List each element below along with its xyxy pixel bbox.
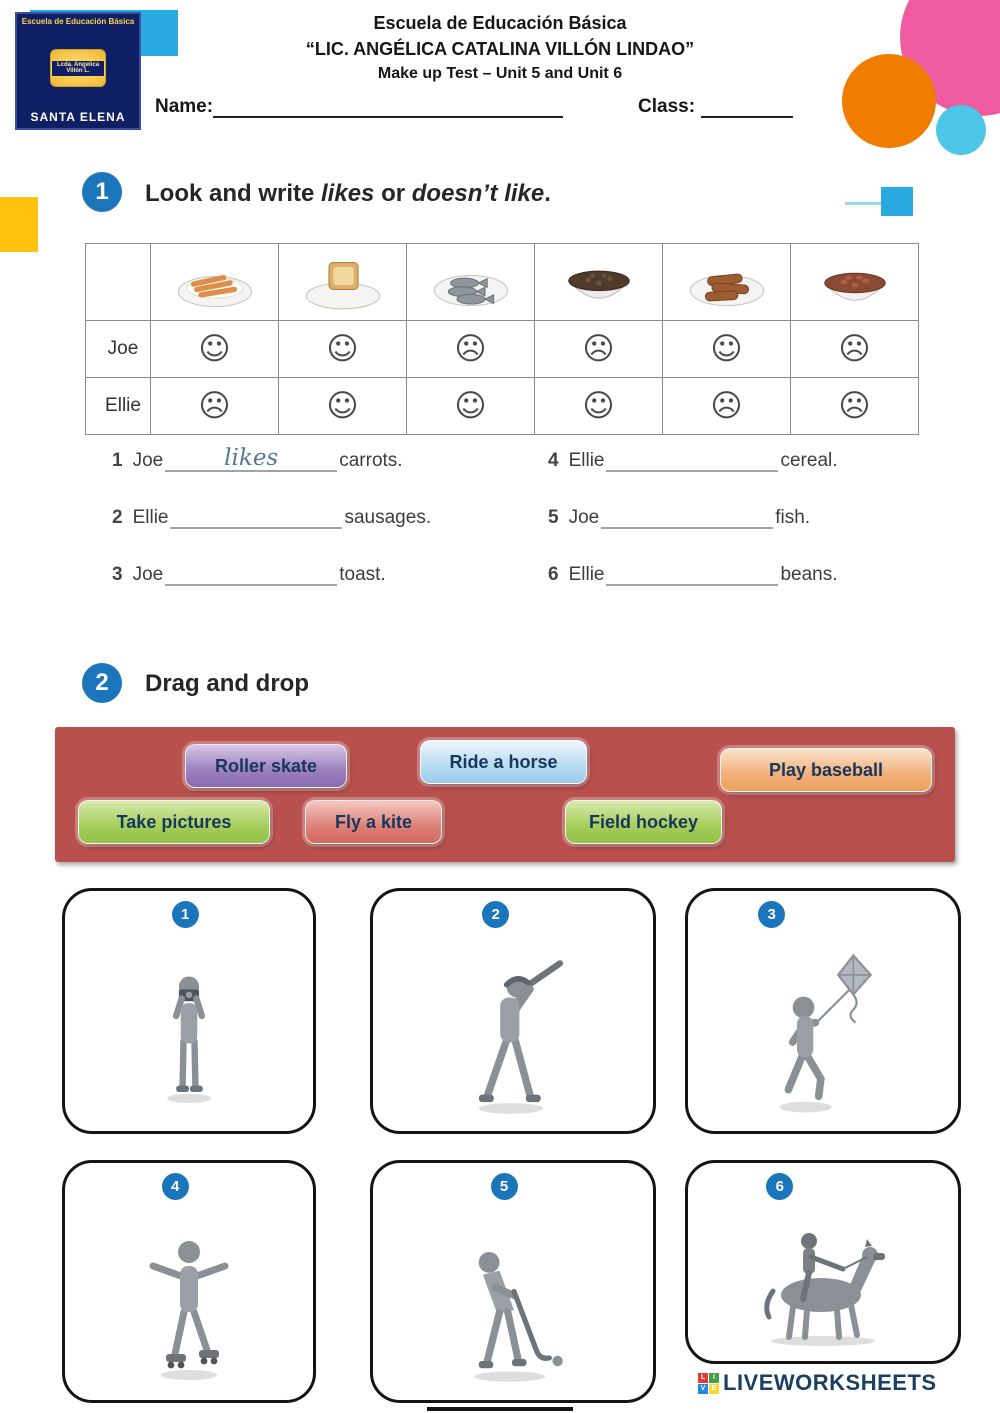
sentence-number: 5 bbox=[548, 507, 559, 528]
liveworksheets-logo[interactable] bbox=[698, 1370, 937, 1396]
ride-a-horse-image bbox=[723, 1217, 923, 1347]
sad-face-icon: ☹ bbox=[838, 387, 871, 424]
drop-box-1[interactable] bbox=[62, 888, 316, 1134]
roller-skate-image bbox=[129, 1228, 249, 1386]
row-label-ellie: Ellie bbox=[86, 378, 151, 435]
food-fish-cell bbox=[407, 244, 535, 321]
class-label: Class: bbox=[638, 96, 696, 117]
section1-title-doesnt-like: doesn’t like bbox=[411, 180, 545, 207]
school-title-line: “LIC. ANGÉLICA CATALINA VILLÓN LINDAO” bbox=[305, 39, 695, 60]
sentence-object: toast. bbox=[339, 564, 386, 585]
drop-box-2[interactable] bbox=[370, 888, 656, 1134]
draggable-label: Roller skate bbox=[214, 755, 318, 776]
class-input-line[interactable] bbox=[701, 96, 793, 118]
draggable-fly-a-kite[interactable] bbox=[305, 800, 442, 844]
draggable-ride-a-horse[interactable] bbox=[420, 740, 587, 784]
joe-pref-carrots bbox=[151, 321, 279, 378]
answer-blank-2[interactable] bbox=[170, 503, 342, 529]
answer-blank-5[interactable] bbox=[601, 503, 773, 529]
liveworksheets-tiles-icon bbox=[698, 1373, 719, 1394]
sentence-3 bbox=[112, 560, 431, 586]
sentence-number: 2 bbox=[112, 507, 123, 528]
sentence-object: sausages. bbox=[344, 507, 432, 528]
ellie-pref-sausages bbox=[663, 378, 791, 435]
draggable-label: Field hockey bbox=[588, 811, 699, 832]
name-field-group bbox=[155, 96, 563, 118]
fish-image bbox=[427, 255, 515, 311]
food-sausages-cell bbox=[663, 244, 791, 321]
joe-pref-fish bbox=[407, 321, 535, 378]
sentence-column-left bbox=[112, 446, 431, 617]
draggable-field-hockey[interactable] bbox=[565, 800, 722, 844]
food-cereal-cell bbox=[535, 244, 663, 321]
sad-face-icon: ☹ bbox=[198, 387, 231, 424]
section1-title-likes: likes bbox=[321, 180, 375, 207]
sentence-2 bbox=[112, 503, 431, 529]
sentence-object: carrots. bbox=[339, 450, 403, 471]
happy-face-icon: ☺ bbox=[582, 387, 615, 424]
joe-pref-sausages bbox=[663, 321, 791, 378]
section1-title-or: or bbox=[374, 180, 412, 207]
tile-letter: V bbox=[698, 1384, 708, 1394]
happy-face-icon: ☺ bbox=[326, 330, 359, 367]
section2-title: Drag and drop bbox=[145, 670, 310, 697]
carrots-image bbox=[171, 255, 259, 311]
logo-plaque-text: Lcda. Angelica Villón L. bbox=[51, 60, 105, 78]
tile-letter: E bbox=[709, 1384, 719, 1394]
corner-cell bbox=[86, 244, 151, 321]
draggable-label: Ride a horse bbox=[449, 751, 558, 772]
answer-blank-1[interactable] bbox=[165, 446, 337, 472]
answer-blank-4[interactable] bbox=[606, 446, 778, 472]
tile-letter: I bbox=[709, 1373, 719, 1383]
joe-pref-beans bbox=[791, 321, 919, 378]
cereal-image bbox=[555, 255, 643, 311]
beans-image bbox=[811, 255, 899, 311]
sentence-subject: Joe bbox=[132, 450, 164, 471]
sentence-subject: Joe bbox=[568, 507, 600, 528]
happy-face-icon: ☺ bbox=[454, 387, 487, 424]
draggable-words-banner bbox=[55, 727, 955, 862]
food-preference-table bbox=[85, 243, 919, 435]
joe-pref-toast bbox=[279, 321, 407, 378]
ellie-pref-fish bbox=[407, 378, 535, 435]
drop-box-5[interactable] bbox=[370, 1160, 656, 1403]
sentence-1 bbox=[112, 446, 431, 472]
row-label-joe: Joe bbox=[86, 321, 151, 378]
sentence-5 bbox=[548, 503, 838, 529]
sentence-subject: Ellie bbox=[132, 507, 169, 528]
joe-pref-cereal bbox=[535, 321, 663, 378]
happy-face-icon: ☺ bbox=[710, 330, 743, 367]
section1-title-prefix: Look and write bbox=[145, 180, 322, 207]
draggable-play-baseball[interactable] bbox=[720, 748, 932, 792]
section1-title-period: . bbox=[544, 180, 551, 207]
sentence-object: beans. bbox=[780, 564, 838, 585]
draggable-take-pictures[interactable] bbox=[78, 800, 270, 844]
food-header-row bbox=[86, 244, 919, 321]
field-hockey-image bbox=[446, 1228, 581, 1386]
toast-image bbox=[299, 255, 387, 311]
decor-yellow-square bbox=[0, 197, 38, 252]
food-toast-cell bbox=[279, 244, 407, 321]
sentence-column-right bbox=[548, 446, 838, 617]
school-logo bbox=[15, 12, 141, 130]
school-name-line: Escuela de Educación Básica bbox=[373, 13, 627, 33]
ellie-pref-toast bbox=[279, 378, 407, 435]
happy-face-icon: ☺ bbox=[326, 387, 359, 424]
draggable-label: Fly a kite bbox=[334, 811, 413, 832]
food-beans-cell bbox=[791, 244, 919, 321]
sentence-subject: Ellie bbox=[568, 564, 605, 585]
ellie-row bbox=[86, 378, 919, 435]
decor-cyan-small-square bbox=[881, 187, 913, 216]
drop-box-6[interactable] bbox=[685, 1160, 961, 1364]
sentence-object: cereal. bbox=[780, 450, 838, 471]
name-label: Name: bbox=[155, 96, 214, 117]
draggable-roller-skate[interactable] bbox=[185, 744, 347, 788]
sentence-number: 4 bbox=[548, 450, 559, 471]
sentence-number: 6 bbox=[548, 564, 559, 585]
sentence-6 bbox=[548, 560, 838, 586]
drop-box-3[interactable] bbox=[685, 888, 961, 1134]
class-field-group bbox=[638, 96, 793, 118]
sentence-number: 1 bbox=[112, 450, 123, 471]
fly-a-kite-image bbox=[758, 952, 888, 1117]
sad-face-icon: ☹ bbox=[838, 330, 871, 367]
sentence-number: 3 bbox=[112, 564, 123, 585]
draggable-label: Play baseball bbox=[768, 759, 884, 780]
test-title-line: Make up Test – Unit 5 and Unit 6 bbox=[377, 65, 623, 83]
sad-face-icon: ☹ bbox=[454, 330, 487, 367]
box-number-badge: 2 bbox=[482, 901, 509, 928]
take-pictures-image bbox=[134, 957, 244, 1117]
sentence-subject: Joe bbox=[132, 564, 164, 585]
ellie-pref-carrots bbox=[151, 378, 279, 435]
decor-small-cyan-circle bbox=[936, 105, 986, 155]
liveworksheets-text: LIVEWORKSHEETS bbox=[723, 1370, 937, 1395]
name-input-line[interactable] bbox=[213, 96, 563, 118]
ellie-pref-cereal bbox=[535, 378, 663, 435]
play-baseball-image bbox=[448, 957, 578, 1117]
sad-face-icon: ☹ bbox=[710, 387, 743, 424]
sentence-4 bbox=[548, 446, 838, 472]
draggable-label: Take pictures bbox=[116, 811, 232, 832]
section1-number-badge: 1 bbox=[82, 172, 122, 212]
sausages-image bbox=[683, 255, 771, 311]
section2-number-badge: 2 bbox=[82, 663, 122, 703]
joe-row bbox=[86, 321, 919, 378]
box-number-badge: 6 bbox=[766, 1173, 793, 1200]
food-carrots-cell bbox=[151, 244, 279, 321]
answer-blank-6[interactable] bbox=[606, 560, 778, 586]
tile-letter: L bbox=[698, 1373, 708, 1383]
box-number-badge: 1 bbox=[172, 901, 199, 928]
box-number-badge: 4 bbox=[162, 1173, 189, 1200]
drop-box-4[interactable] bbox=[62, 1160, 316, 1403]
written-answer: likes bbox=[224, 445, 279, 471]
sad-face-icon: ☹ bbox=[582, 330, 615, 367]
logo-arc-text: Escuela de Educación Básica bbox=[21, 17, 135, 26]
next-page-cut-line bbox=[427, 1407, 573, 1411]
box-number-badge: 5 bbox=[491, 1173, 518, 1200]
logo-emblem-icon bbox=[50, 49, 106, 87]
page-header bbox=[0, 10, 1000, 86]
box-number-badge: 3 bbox=[758, 901, 785, 928]
answer-blank-3[interactable] bbox=[165, 560, 337, 586]
logo-footer-text: SANTA ELENA bbox=[30, 109, 126, 124]
ellie-pref-beans bbox=[791, 378, 919, 435]
sentence-subject: Ellie bbox=[568, 450, 605, 471]
section1-title bbox=[145, 180, 551, 208]
decor-cyan-dash bbox=[845, 202, 881, 205]
sentence-object: fish. bbox=[775, 507, 811, 528]
happy-face-icon: ☺ bbox=[198, 330, 231, 367]
